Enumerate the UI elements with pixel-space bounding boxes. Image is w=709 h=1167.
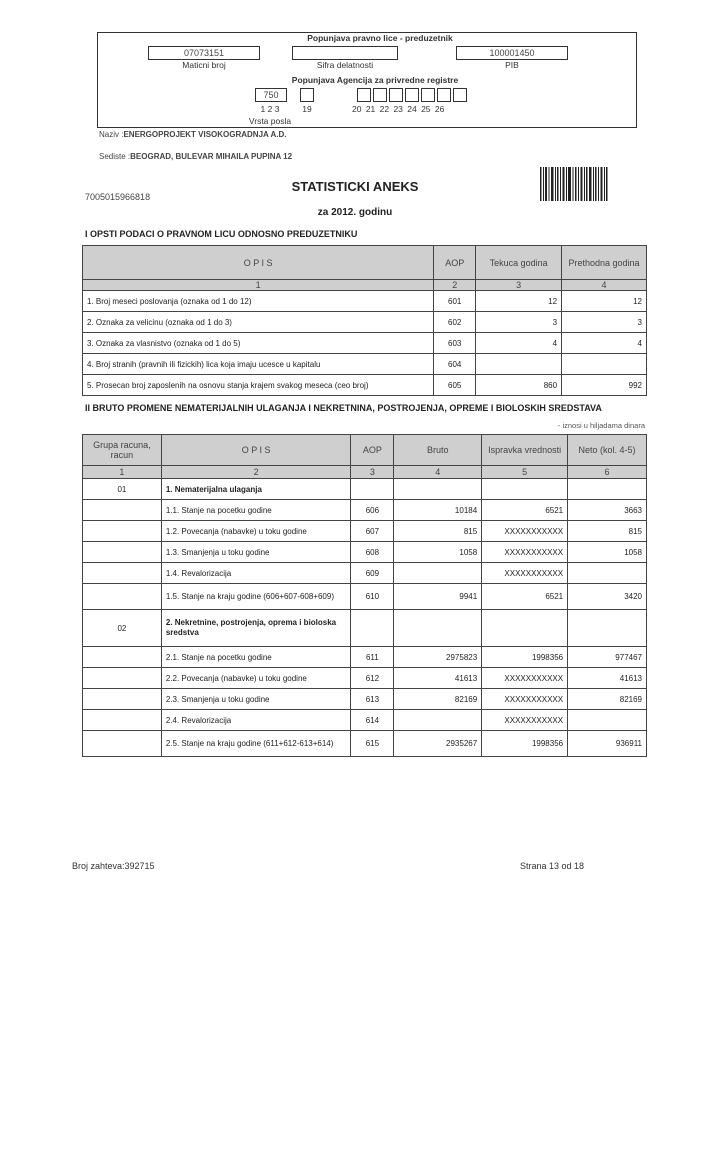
cell-tekuca: [476, 354, 562, 375]
cell-grupa: [83, 710, 162, 731]
cell-ispravka: XXXXXXXXXXX: [482, 710, 568, 731]
col-prethodna-header: Prethodna godina: [562, 246, 647, 280]
cell-neto: [568, 610, 647, 647]
cell-opis: 2.4. Revalorizacija: [161, 710, 351, 731]
cell-aop: [351, 479, 394, 500]
table-row: [83, 668, 647, 689]
cell-aop: 604: [434, 354, 476, 375]
cell-tekuca: 860: [476, 375, 562, 396]
cell-grupa: [83, 542, 162, 563]
agencija-title: Popunjava Agencija za privredne registre: [291, 75, 459, 85]
cell-opis: 2. Oznaka za velicinu (oznaka od 1 do 3): [83, 312, 434, 333]
cell-neto: 3420: [568, 584, 647, 610]
maticni-broj-field: 07073151: [148, 46, 260, 60]
cell-bruto: 2975823: [394, 647, 482, 668]
cell-aop: 607: [351, 521, 394, 542]
table-row: [83, 731, 647, 757]
table-row: [83, 479, 647, 500]
cell-aop: 602: [434, 312, 476, 333]
cell-bruto: 10184: [394, 500, 482, 521]
col-tekuca-header: Tekuca godina: [476, 246, 562, 280]
cell-aop: 605: [434, 375, 476, 396]
col-ispravka-header: Ispravka vrednosti: [482, 435, 568, 466]
cell-neto: [568, 479, 647, 500]
cell-neto: 82169: [568, 689, 647, 710]
cell-opis: 2.5. Stanje na kraju godine (611+612-613+614): [161, 731, 351, 757]
section1-table: [82, 245, 647, 396]
cell-prethodna: 992: [562, 375, 647, 396]
cell-bruto: 9941: [394, 584, 482, 610]
section2-table: [82, 434, 647, 757]
cell-bruto: 815: [394, 521, 482, 542]
col-num: 2: [161, 466, 351, 479]
cell-ispravka: XXXXXXXXXXX: [482, 563, 568, 584]
doc-subtitle: za 2012. godinu: [317, 207, 393, 218]
col-aop-header: AOP: [351, 435, 394, 466]
cell-aop: 606: [351, 500, 394, 521]
cell-neto: [568, 710, 647, 731]
page-number: Strana 13 od 18: [520, 861, 585, 871]
cell-aop: 615: [351, 731, 394, 757]
cell-grupa: [83, 500, 162, 521]
cell-grupa: [83, 668, 162, 689]
col-num: 4: [394, 466, 482, 479]
cell-opis: 1.2. Povecanja (nabavke) u toku godine: [161, 521, 351, 542]
cell-aop: 614: [351, 710, 394, 731]
col-num: 1: [83, 280, 434, 291]
cell-ispravka: [482, 610, 568, 647]
cell-prethodna: 4: [562, 333, 647, 354]
cell-grupa: [83, 584, 162, 610]
cell-ispravka: XXXXXXXXXXX: [482, 521, 568, 542]
cell-opis: 1.5. Stanje na kraju godine (606+607-608+609): [161, 584, 351, 610]
cell-grupa: [83, 731, 162, 757]
cell-ispravka: XXXXXXXXXXX: [482, 668, 568, 689]
table-row: [83, 647, 647, 668]
table-row: [83, 500, 647, 521]
barcode-icon: [540, 167, 608, 201]
table-row: [83, 584, 647, 610]
cell-aop: 609: [351, 563, 394, 584]
table-row: [83, 375, 647, 396]
cell-aop: 611: [351, 647, 394, 668]
sediste-label: Sediste :: [99, 152, 131, 161]
cell-bruto: 82169: [394, 689, 482, 710]
cell-prethodna: [562, 354, 647, 375]
cell-grupa: [83, 647, 162, 668]
cell-neto: 1058: [568, 542, 647, 563]
section2-unit: - iznosi u hiljadama dinara: [557, 421, 645, 430]
col-num: 3: [476, 280, 562, 291]
cell-neto: 815: [568, 521, 647, 542]
request-number: Broj zahteva:392715: [72, 861, 155, 871]
cell-ispravka: 1998356: [482, 647, 568, 668]
cell-bruto: 41613: [394, 668, 482, 689]
cell-bruto: [394, 610, 482, 647]
table-row: [83, 710, 647, 731]
sifra-delatnosti-label: Sifra delatnosti: [316, 60, 374, 70]
cell-grupa: [83, 563, 162, 584]
cell-aop: 601: [434, 291, 476, 312]
cell-bruto: [394, 563, 482, 584]
cell-opis: 4. Broj stranih (pravnih ili fizickih) lica koja imaju ucesce u kapitalu: [83, 354, 434, 375]
table-row: [83, 563, 647, 584]
cell-bruto: 2935267: [394, 731, 482, 757]
table-row: [83, 542, 647, 563]
cell-aop: 610: [351, 584, 394, 610]
cell-prethodna: 3: [562, 312, 647, 333]
vrsta-posla-label: Vrsta posla: [248, 116, 292, 126]
table-row: [83, 333, 647, 354]
cell-tekuca: 12: [476, 291, 562, 312]
naziv-line: [99, 130, 499, 139]
cell-neto: [568, 563, 647, 584]
cell-tekuca: 4: [476, 333, 562, 354]
doc-code: 7005015966818: [85, 192, 151, 202]
cell-ispravka: 6521: [482, 500, 568, 521]
table-row: [83, 312, 647, 333]
cell-ispravka: XXXXXXXXXXX: [482, 542, 568, 563]
col-neto-header: Neto (kol. 4-5): [568, 435, 647, 466]
cell-opis: 2.3. Smanjenja u toku godine: [161, 689, 351, 710]
cell-ispravka: 1998356: [482, 731, 568, 757]
col-num: 2: [434, 280, 476, 291]
cell-opis: 1.4. Revalorizacija: [161, 563, 351, 584]
sifra-delatnosti-field: [292, 46, 398, 60]
cell-opis: 2. Nekretnine, postrojenja, oprema i bioloska sredstva: [161, 610, 351, 647]
cell-grupa: [83, 521, 162, 542]
table-row: [83, 354, 647, 375]
cell-grupa: 01: [83, 479, 162, 500]
cell-aop: 613: [351, 689, 394, 710]
vrsta-posla-digits: 1 2 3: [260, 104, 280, 114]
section1-heading: I OPSTI PODACI O PRAVNOM LICU ODNOSNO PREDUZETNIKU: [85, 229, 358, 239]
cell-bruto: [394, 479, 482, 500]
naziv-value: ENERGOPROJEKT VISOKOGRADNJA A.D.: [123, 130, 287, 139]
col-num: 4: [562, 280, 647, 291]
pib-field: 100001450: [456, 46, 568, 60]
cell-opis: 5. Prosecan broj zaposlenih na osnovu stanja krajem svakog meseca (ceo broj): [83, 375, 434, 396]
cell-aop: 608: [351, 542, 394, 563]
cell-opis: 2.2. Povecanja (nabavke) u toku godine: [161, 668, 351, 689]
cell-neto: 41613: [568, 668, 647, 689]
cell-opis: 1.3. Smanjenja u toku godine: [161, 542, 351, 563]
cell-neto: 3663: [568, 500, 647, 521]
col-aop-header: AOP: [434, 246, 476, 280]
cell-tekuca: 3: [476, 312, 562, 333]
cell-opis: 3. Oznaka za vlasnistvo (oznaka od 1 do 5): [83, 333, 434, 354]
cell-bruto: [394, 710, 482, 731]
header-title: Popunjava pravno lice - preduzetnik: [307, 33, 453, 43]
field-19: [300, 88, 314, 102]
cell-opis: 2.1. Stanje na pocetku godine: [161, 647, 351, 668]
section2-heading: II BRUTO PROMENE NEMATERIJALNIH ULAGANJA I NEKRETNINA, POSTROJENJA, OPREME I BIOLOSKIH SREDSTAVA: [85, 403, 602, 413]
vrsta-posla-field: 750: [255, 88, 287, 102]
col-num: 3: [351, 466, 394, 479]
col-num: 1: [83, 466, 162, 479]
cell-opis: 1. Broj meseci poslovanja (oznaka od 1 do 12): [83, 291, 434, 312]
col-opis-header: O P I S: [161, 435, 351, 466]
cell-opis: 1.1. Stanje na pocetku godine: [161, 500, 351, 521]
doc-title: STATISTICKI ANEKS: [291, 179, 419, 194]
col-opis-header: O P I S: [83, 246, 434, 280]
maticni-broj-label: Maticni broj: [182, 60, 226, 70]
cell-opis: 1. Nematerijalna ulaganja: [161, 479, 351, 500]
cell-bruto: 1058: [394, 542, 482, 563]
table-row: [83, 291, 647, 312]
cell-ispravka: 6521: [482, 584, 568, 610]
cell-neto: 936911: [568, 731, 647, 757]
field-19-label: 19: [302, 104, 312, 114]
table-row: [83, 521, 647, 542]
fields-20-26-label: 20 21 22 23 24 25 26: [352, 104, 445, 114]
col-num: 5: [482, 466, 568, 479]
cell-aop: 612: [351, 668, 394, 689]
table-row: [83, 689, 647, 710]
col-bruto-header: Bruto: [394, 435, 482, 466]
cell-neto: 977467: [568, 647, 647, 668]
table-row: [83, 610, 647, 647]
cell-prethodna: 12: [562, 291, 647, 312]
col-grupa-header: Grupa racuna, racun: [83, 435, 162, 466]
pib-label: PIB: [505, 60, 519, 70]
sediste-line: [99, 152, 499, 161]
naziv-label: Naziv :: [99, 130, 124, 139]
sediste-value: BEOGRAD, BULEVAR MIHAILA PUPINA 12: [130, 152, 293, 161]
col-num: 6: [568, 466, 647, 479]
cell-aop: 603: [434, 333, 476, 354]
cell-grupa: 02: [83, 610, 162, 647]
cell-aop: [351, 610, 394, 647]
cell-ispravka: [482, 479, 568, 500]
cell-ispravka: XXXXXXXXXXX: [482, 689, 568, 710]
cell-grupa: [83, 689, 162, 710]
